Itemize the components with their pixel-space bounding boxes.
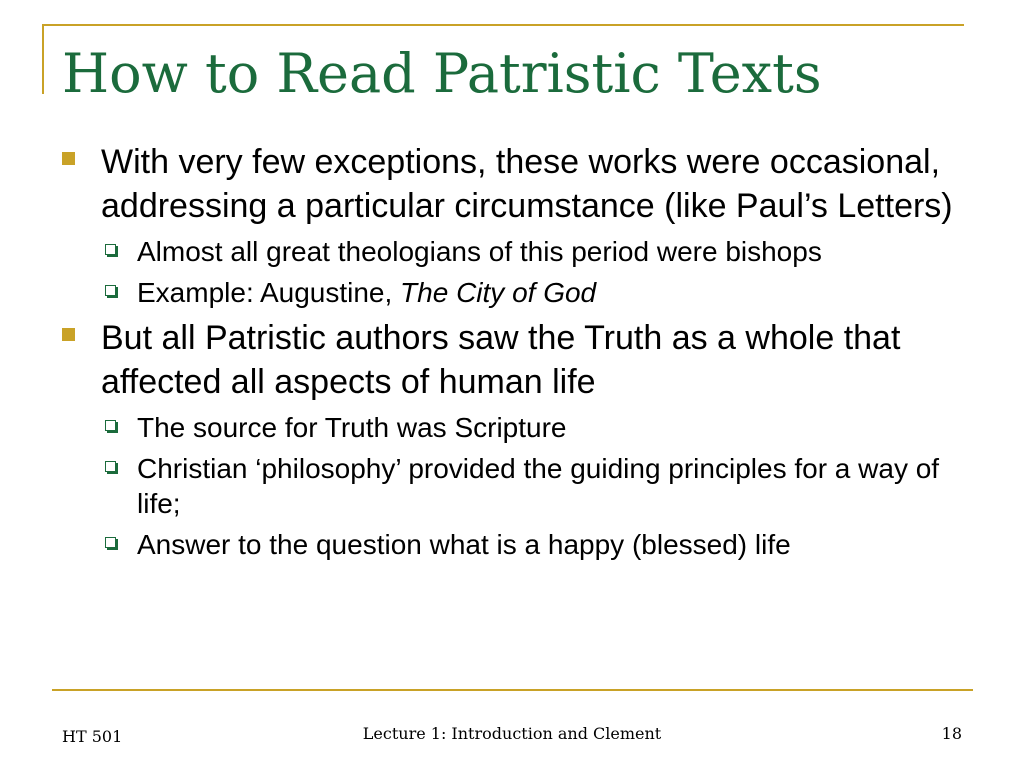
sub-bullet-item (60, 410, 980, 445)
bullet-item (60, 140, 980, 228)
hollow-square-bullet-icon (105, 537, 116, 548)
sub-bullet-text: Answer to the question what is a happy (blessed) life (137, 529, 791, 560)
sub-bullet-text: Almost all great theologians of this period were bishops (137, 236, 822, 267)
sub-bullet-item (60, 527, 980, 562)
bullet-text: With very few exceptions, these works were occasional, addressing a particular circumstance (like Paul’s Letters) (101, 143, 953, 225)
footer-lecture: Lecture 1: Introduction and Clement (362, 724, 662, 743)
sub-bullet-text: Christian ‘philosophy’ provided the guiding principles for a way of life; (137, 453, 940, 519)
square-bullet-icon (62, 152, 75, 165)
hollow-square-bullet-icon (105, 244, 116, 255)
bullet-item (60, 316, 980, 404)
square-bullet-icon (62, 328, 75, 341)
hollow-square-bullet-icon (105, 461, 116, 472)
hollow-square-bullet-icon (105, 420, 116, 431)
sub-bullet-text: The source for Truth was Scripture (137, 412, 567, 443)
hollow-square-bullet-icon (105, 285, 116, 296)
sub-bullet-item (60, 451, 980, 521)
footer-course: HT 501 (62, 727, 123, 746)
bullet-text: But all Patristic authors saw the Truth as a whole that affected all aspects of human life (101, 319, 901, 401)
bottom-rule (52, 689, 973, 691)
slide-body (60, 140, 980, 562)
footer-page-number: 18 (941, 724, 962, 743)
left-rule (42, 24, 44, 94)
sub-bullet-item (60, 234, 980, 269)
sub-bullet-text: Example: Augustine, (137, 277, 401, 308)
top-rule (42, 24, 964, 26)
sub-bullet-item (60, 275, 980, 310)
slide-title: How to Read Patristic Texts (62, 42, 822, 105)
book-title: The City of God (400, 277, 597, 308)
